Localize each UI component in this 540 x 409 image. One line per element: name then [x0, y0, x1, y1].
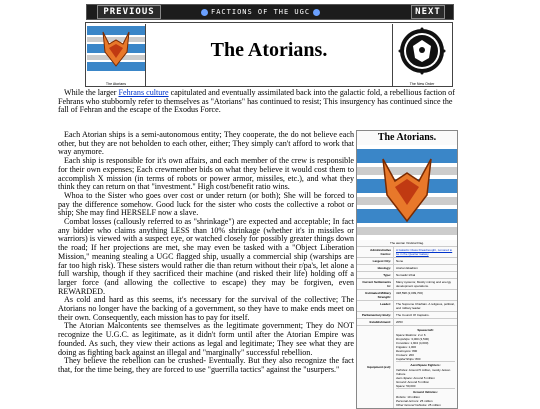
page-header — [85, 22, 453, 87]
fehrans-culture-link[interactable]: Fehrans culture — [118, 88, 169, 97]
emblem-caption: The New Order — [409, 82, 435, 86]
info-key: Largest City: — [357, 258, 394, 264]
previous-button[interactable]: PREVIOUS — [97, 5, 161, 19]
ground-item: Other Ground Vehicles: 25 million — [396, 403, 441, 407]
info-row — [357, 246, 457, 257]
equipment-label: Equipment (est): — [357, 326, 394, 408]
spacecraft-item: Cruisers: 200 — [396, 353, 414, 357]
info-key: Parliamentary Body: — [357, 312, 394, 318]
info-value: Atorian Ekadism — [396, 266, 418, 270]
paragraph: They believe the rebellion can be crushed- Eventually. But they also recognize the fact that, for the time being, they are forced to use "guerrilla tactics" against the "usurpers." — [58, 356, 354, 374]
info-key: Ideology: — [357, 265, 394, 271]
ground-item: Personal Armors: 25 million — [396, 399, 433, 403]
nav-title-text: FACTIONS OF THE UGC — [211, 8, 311, 16]
info-value — [394, 247, 457, 257]
info-value: The Supreme Chieftain. A religious, political, and military leader. — [396, 302, 455, 310]
spacecraft-item: Capital Ships: 800 — [396, 357, 421, 361]
info-key: Administrative Centre: — [357, 247, 394, 257]
next-button[interactable]: NEXT — [411, 5, 445, 19]
emblem-icon — [393, 24, 451, 80]
equipment-row — [357, 325, 457, 408]
paragraph: Combat losses (callously referred to as "shrinkage") are expected and acceptable; In fact any bidder who claims anything LESS than 10% shrinkage (whether it's in missiles or warriors) is viewed with a suspect eye, or watched closely for possibly greater things down the road; If her projections are met, she may even be tasked with a "Object Liberation Mission," meaning stealing a UGC flagged ship, usually a commercial ship (warships are far too high risk). These sisters would rather die than return without their r/pa's, let alone a full warship, though if they sacrificed their machine (and risked their life) holding off a larger force (and allowing the collective to escape) they may be forgiven, even REWARDED. — [58, 217, 354, 296]
spacecraft-item: Destroyers: 800 — [396, 349, 418, 353]
aerospace-item: Ground: Around 5 million — [396, 380, 430, 384]
info-key: Type: — [357, 272, 394, 278]
atorian-flag-image — [87, 24, 145, 80]
info-row — [357, 318, 457, 325]
intro-paragraph — [58, 89, 458, 115]
infobox-flag-caption: The atorian Vindical Flag. — [390, 241, 424, 245]
equipment-details — [394, 326, 457, 408]
globe-icon — [201, 9, 208, 16]
spacecraft-item: Corvettes: 1,904 (4,000) — [396, 341, 429, 345]
intro-text-1: While the larger — [64, 88, 119, 97]
info-row — [357, 257, 457, 264]
paragraph: Each Atorian ships is a semi-autonomous entity; They cooperate, the do not believe each other, but they are not beholden to each other, either; They simply can't afford to work that way anymore. — [58, 130, 354, 157]
info-key: Leader: — [357, 301, 394, 311]
vindical-flag-image — [357, 145, 457, 240]
info-row — [357, 278, 457, 289]
infobox-title: The Atorians. — [377, 132, 437, 143]
intro-text-2: capitulated and eventually assimilated back into the galactic fold, a rebellious faction of Fehrans who stubbornly refer to themselves as "Atorians" has continued to resist; This insurgency has continued since the fall of Fehran and the escape of the Exodus Force. — [58, 88, 455, 115]
info-value: 2053 — [396, 320, 403, 324]
faction-flag — [87, 24, 146, 86]
faction-nav-bar — [86, 4, 454, 20]
aerospace-item: Vehicles: Around 5 million, mostly Jetson Vulture — [396, 368, 451, 376]
info-key: Estimated Military Strength: — [357, 290, 394, 300]
info-value: Many systems; Mostly mining and energy development operations. — [396, 280, 452, 288]
globe-icon-right — [313, 9, 320, 16]
aerospace-item: Space: 50,000 — [396, 384, 416, 388]
paragraph: Whoa to the Sister who goes over cost or under return (or both); She will be forced to pay the difference somehow. Good luck for the sister who costs the collective a robot or ship; She may find HERSELF now a slave. — [58, 190, 354, 218]
spacecraft-title: Spacecraft: — [417, 328, 434, 332]
paragraph: The Atorian Malcontents see themselves as the legitimate government; They do NOT recognize the U.G.C. as legitimate, as it didn't form until after the Atorian Empire was founded. As such, they view their actions as legal and legitimate; They see what they are doing as fighting back against an illegal and "marginally" successful rebellion. — [58, 321, 354, 357]
info-row — [357, 311, 457, 318]
admin-centre-link[interactable]: A Galactic Class Dreadnought, rumored to be in the Quarter Galaxy — [396, 248, 453, 256]
info-value: None — [396, 259, 404, 263]
aerospace-title: Aero/Space Fighters: — [396, 361, 455, 368]
spacecraft-item: Dropships: 3,000 (3,500) — [396, 337, 430, 341]
spacecraft-item: Space Stations: 2 or 6 — [396, 333, 426, 337]
info-value: Nomadic tribal — [396, 273, 416, 277]
info-row — [357, 289, 457, 300]
nav-title — [201, 8, 320, 16]
info-row — [357, 264, 457, 271]
faction-infobox — [356, 130, 458, 409]
info-key: Current Settlements In: — [357, 279, 394, 289]
flag-caption: The Atorians — [105, 82, 127, 86]
info-row — [357, 300, 457, 311]
ground-title: Ground Vehicles: — [396, 388, 455, 395]
new-order-emblem — [392, 24, 451, 86]
spacecraft-item: Frigates: 1,000 — [396, 345, 417, 349]
info-value: The Council Of Captains. — [396, 313, 430, 317]
aerospace-item: Aero-Space: Around 5 million — [396, 376, 435, 380]
info-value: 328,598 (2,099,700) — [396, 291, 424, 295]
ground-item: Robots: 10 million — [396, 395, 420, 399]
info-row — [357, 271, 457, 278]
paragraph: As cold and hard as this seems, it's necessary for the survival of the collective; The Atorians no longer have the backing of a government, so they have to make ends meet on their own. Consequently, each mission has to pay for itself. — [58, 295, 354, 322]
page-title: The Atorians. — [210, 39, 328, 61]
article-body — [58, 131, 354, 375]
paragraph: Each ship is responsible for it's own affairs, and each member of the crew is responsible for their own expenses; Each crewmember bids on what they believe it would cost them to accomplish X mission (in terms of robots or power armor, missiles, etc.), and what they think they can return on that "investment." High cost/benefit ratio wins. — [58, 156, 354, 192]
info-key: Establishment: — [357, 319, 394, 325]
